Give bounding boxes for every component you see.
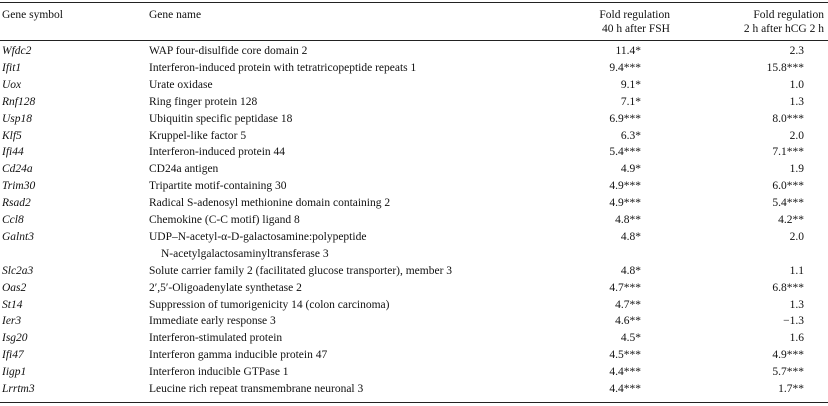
gene-name: 2′,5′-Oligoadenylate synthetase 2 — [149, 281, 302, 294]
gene-name: Radical S-adenosyl methionine domain containing 2 — [149, 197, 391, 210]
header-hcg-line2: 2 h after hCG 2 h — [743, 23, 824, 35]
gene-symbol: Lrrtm3 — [2, 383, 35, 395]
gene-name: Solute carrier family 2 (facilitated glucose transporter), member 3 — [149, 264, 453, 277]
fold-hcg: 2.0 — [789, 230, 804, 243]
fold-hcg: 1.1 — [789, 264, 804, 277]
gene-symbol: Iigp1 — [2, 366, 27, 379]
gene-symbol: Ccl8 — [2, 214, 24, 226]
fold-hcg: 4.9*** — [772, 349, 804, 362]
fold-fsh: 4.8* — [620, 230, 641, 243]
header-fsh-line1: Fold regulation — [599, 9, 670, 21]
fold-fsh: 4.7*** — [609, 281, 641, 294]
gene-symbol: Ifi47 — [2, 349, 24, 362]
gene-name-continued: N-acetylgalactosaminyltransferase 3 — [161, 247, 329, 260]
fold-hcg: 1.6 — [789, 332, 804, 345]
header-gene-name: Gene name — [149, 9, 202, 21]
gene-name: Interferon gamma inducible protein 47 — [149, 349, 328, 362]
gene-symbol: Usp18 — [2, 112, 33, 125]
gene-symbol: Isg20 — [2, 332, 28, 345]
fold-fsh: 11.4* — [615, 45, 641, 57]
fold-fsh: 6.3* — [620, 129, 641, 142]
fold-fsh: 4.4*** — [609, 383, 641, 395]
fold-hcg: 1.7** — [778, 383, 804, 395]
gene-symbol: Ier3 — [2, 315, 22, 328]
fold-hcg: 6.0*** — [772, 180, 804, 193]
gene-symbol: Rsad2 — [2, 197, 31, 210]
fold-fsh: 6.9*** — [609, 112, 641, 125]
gene-symbol: Ifit1 — [2, 61, 22, 74]
gene-name: Interferon-stimulated protein — [149, 332, 283, 345]
gene-name: Urate oxidase — [149, 78, 213, 91]
fold-hcg: 8.0*** — [772, 112, 804, 125]
gene-name: Kruppel-like factor 5 — [149, 129, 247, 142]
gene-symbol: Ifi44 — [2, 146, 24, 159]
header-fsh-line2: 40 h after FSH — [601, 23, 670, 35]
header-gene-symbol: Gene symbol — [2, 9, 64, 21]
fold-hcg: 1.3 — [789, 95, 804, 108]
gene-symbol: Uox — [2, 78, 22, 91]
gene-name: Ring finger protein 128 — [149, 95, 258, 108]
fold-fsh: 5.4*** — [609, 146, 641, 159]
gene-symbol: Klf5 — [2, 129, 22, 142]
fold-fsh: 7.1* — [620, 95, 641, 108]
fold-hcg: 2.0 — [789, 129, 804, 142]
fold-fsh: 4.8** — [615, 214, 641, 226]
gene-name: Suppression of tumorigenicity 14 (colon carcinoma) — [149, 298, 390, 311]
fold-fsh: 4.6** — [615, 315, 641, 328]
fold-hcg: 6.8*** — [772, 281, 804, 294]
gene-name: UDP–N-acetyl-α-D-galactosamine:polypeptide — [149, 230, 367, 243]
fold-hcg: 7.1*** — [772, 146, 804, 159]
fold-hcg: 5.4*** — [772, 197, 804, 210]
fold-fsh: 4.5* — [620, 332, 641, 345]
fold-hcg: 4.2** — [778, 214, 804, 226]
fold-fsh: 9.4*** — [609, 61, 641, 74]
fold-fsh: 4.8* — [620, 264, 641, 277]
fold-fsh: 4.5*** — [609, 349, 641, 362]
gene-name: Immediate early response 3 — [149, 315, 276, 328]
header-rule — [0, 40, 828, 41]
bottom-rule — [0, 402, 828, 403]
header-hcg-line1: Fold regulation — [753, 9, 824, 21]
top-rule — [0, 2, 828, 3]
gene-name: Interferon-induced protein with tetratricopeptide repeats 1 — [149, 61, 417, 74]
fold-fsh: 4.7** — [615, 298, 641, 311]
gene-name: Leucine rich repeat transmembrane neuronal 3 — [149, 383, 364, 395]
fold-hcg: −1.3 — [783, 315, 804, 328]
gene-name: Interferon inducible GTPase 1 — [149, 366, 289, 379]
gene-symbol: Oas2 — [2, 281, 27, 294]
gene-symbol: Rnf128 — [2, 95, 36, 108]
fold-fsh: 4.4*** — [609, 366, 641, 379]
gene-name: WAP four-disulfide core domain 2 — [149, 45, 308, 57]
gene-name: Ubiquitin specific peptidase 18 — [149, 112, 293, 125]
fold-hcg: 1.9 — [789, 163, 804, 176]
gene-symbol: Trim30 — [2, 180, 36, 193]
fold-hcg: 5.7*** — [772, 366, 804, 379]
fold-hcg: 1.3 — [789, 298, 804, 311]
fold-hcg: 1.0 — [789, 78, 804, 91]
gene-name: CD24a antigen — [149, 163, 219, 176]
gene-symbol: Slc2a3 — [2, 264, 34, 277]
gene-name: Chemokine (C-C motif) ligand 8 — [149, 214, 300, 226]
gene-symbol: Galnt3 — [2, 230, 34, 243]
fold-fsh: 4.9* — [620, 163, 641, 176]
gene-name: Tripartite motif-containing 30 — [149, 180, 287, 193]
gene-name: Interferon-induced protein 44 — [149, 146, 286, 159]
gene-symbol: Wfdc2 — [2, 45, 32, 57]
gene-symbol: St14 — [2, 298, 23, 311]
fold-hcg: 2.3 — [789, 45, 804, 57]
fold-fsh: 9.1* — [620, 78, 641, 91]
fold-fsh: 4.9*** — [609, 180, 641, 193]
fold-hcg: 15.8*** — [766, 61, 804, 74]
gene-symbol: Cd24a — [2, 163, 33, 176]
fold-fsh: 4.9*** — [609, 197, 641, 210]
